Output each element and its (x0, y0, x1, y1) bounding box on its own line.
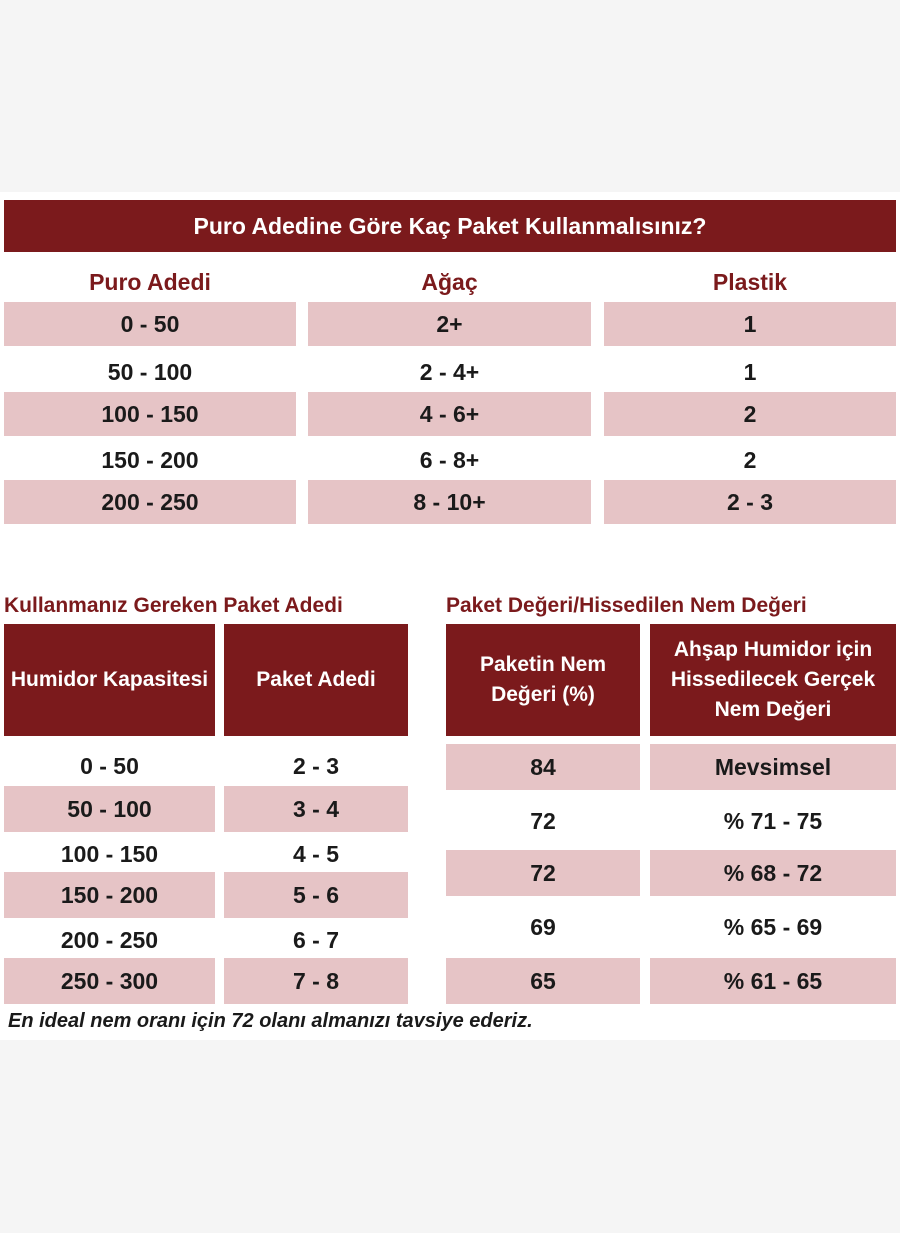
table-cell: 150 - 200 (4, 872, 215, 918)
table-cell: % 65 - 69 (723, 913, 823, 940)
table2-title: Kullanmanız Gereken Paket Adedi (4, 594, 343, 617)
table-cell: 2 - 3 (604, 480, 896, 524)
table-cell: 84 (446, 744, 640, 790)
table-cell: 2 - 3 (292, 752, 340, 779)
table-cell: 50 - 100 (107, 358, 193, 385)
table2-header-count: Paket Adedi (224, 624, 408, 736)
table-cell: 250 - 300 (4, 958, 215, 1004)
table-cell: 7 - 8 (224, 958, 408, 1004)
table-cell: % 61 - 65 (650, 958, 896, 1004)
table1-header-agac: Ağaç (421, 268, 478, 295)
table-cell: 150 - 200 (101, 446, 199, 473)
table-cell: 72 (530, 807, 556, 834)
table1-title: Puro Adedine Göre Kaç Paket Kullanmalısınız? (4, 200, 896, 252)
table-cell: 1 (743, 358, 757, 385)
table3-header-pack-value: Paketin Nem Değeri (%) (446, 624, 640, 736)
table-cell: 4 - 6+ (308, 392, 591, 436)
table1-header-puro-adedi: Puro Adedi (89, 268, 211, 295)
table-cell: 65 (446, 958, 640, 1004)
table-cell: 69 (530, 913, 556, 940)
table-cell: 200 - 250 (4, 480, 296, 524)
table-cell: Mevsimsel (650, 744, 896, 790)
table-cell: 50 - 100 (4, 786, 215, 832)
table-cell: 8 - 10+ (308, 480, 591, 524)
info-card (0, 192, 900, 1040)
table-cell: 72 (446, 850, 640, 896)
table-cell: % 68 - 72 (650, 850, 896, 896)
table-cell: 100 - 150 (60, 840, 159, 867)
table1-header-plastik: Plastik (712, 268, 788, 295)
footnote: En ideal nem oranı için 72 olanı almanızı tavsiye ederiz. (8, 1010, 533, 1032)
table3-header-felt-value: Ahşap Humidor için Hissedilecek Gerçek Nem Değeri (650, 624, 896, 736)
table-cell: 200 - 250 (60, 926, 159, 953)
table-cell: 100 - 150 (4, 392, 296, 436)
table-cell: 5 - 6 (224, 872, 408, 918)
table-cell: 2 (604, 392, 896, 436)
table-cell: 1 (604, 302, 896, 346)
table-cell: 6 - 8+ (419, 446, 480, 473)
table2-header-capacity: Humidor Kapasitesi (4, 624, 215, 736)
table-cell: 0 - 50 (4, 302, 296, 346)
table-cell: 2 (743, 446, 757, 473)
table-cell: 2 - 4+ (419, 358, 480, 385)
table-cell: 3 - 4 (224, 786, 408, 832)
table-cell: 2+ (308, 302, 591, 346)
table-cell: 4 - 5 (292, 840, 340, 867)
table-cell: 0 - 50 (80, 752, 139, 779)
table-cell: 6 - 7 (292, 926, 340, 953)
table3-title: Paket Değeri/Hissedilen Nem Değeri (446, 594, 807, 617)
table-cell: % 71 - 75 (723, 807, 823, 834)
